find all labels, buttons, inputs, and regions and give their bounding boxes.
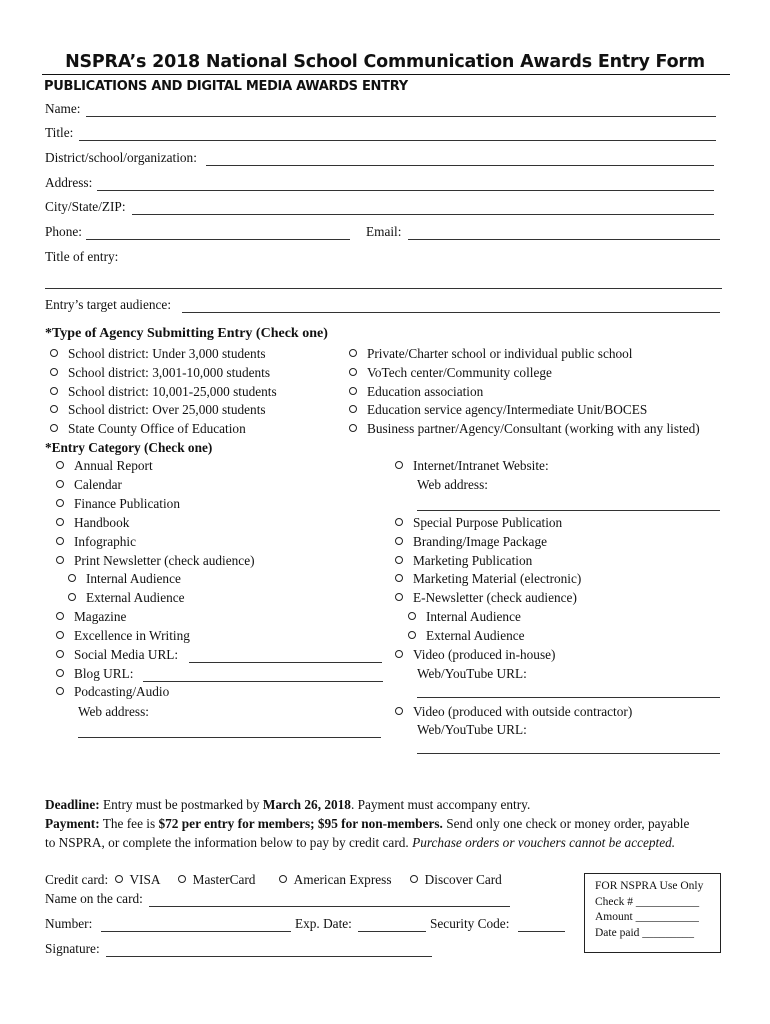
radio-circle-icon[interactable] — [50, 405, 58, 413]
radio-circle-icon[interactable] — [50, 387, 58, 395]
social-url-field[interactable] — [189, 662, 382, 663]
category-option[interactable]: Internet/Intranet Website: — [395, 458, 549, 474]
agency-option[interactable]: Private/Charter school or individual public school — [349, 346, 633, 362]
podcast-url-field[interactable] — [78, 737, 381, 738]
category-option[interactable]: Handbook — [56, 515, 129, 531]
radio-circle-icon[interactable] — [349, 387, 357, 395]
card-name-label: Name on the card: — [45, 891, 143, 906]
radio-circle-icon[interactable] — [395, 461, 403, 469]
radio-circle-icon[interactable] — [408, 631, 416, 639]
agency-heading: *Type of Agency Submitting Entry (Check one) — [45, 326, 328, 341]
name-field[interactable] — [86, 116, 716, 117]
youtube-url-field[interactable] — [417, 753, 720, 754]
radio-circle-icon[interactable] — [56, 650, 64, 658]
exp-field[interactable] — [358, 931, 426, 932]
radio-circle-icon[interactable] — [56, 669, 64, 677]
radio-circle-icon[interactable] — [395, 650, 403, 658]
radio-circle-icon[interactable] — [395, 518, 403, 526]
audience-option[interactable]: Internal Audience — [408, 609, 521, 625]
agency-option[interactable]: School district: Over 25,000 students — [50, 402, 266, 418]
audience-option[interactable]: Internal Audience — [68, 571, 181, 587]
category-option[interactable]: Special Purpose Publication — [395, 515, 562, 531]
radio-circle-icon[interactable] — [349, 349, 357, 357]
radio-circle-icon[interactable] — [349, 405, 357, 413]
district-label: District/school/organization: — [45, 150, 197, 165]
office-use-box — [584, 873, 721, 953]
card-number-field[interactable] — [101, 931, 291, 932]
entry-title-field[interactable] — [45, 288, 722, 289]
radio-circle-icon[interactable] — [56, 537, 64, 545]
category-option[interactable]: Annual Report — [56, 458, 153, 474]
radio-circle-icon[interactable] — [279, 875, 287, 883]
radio-circle-icon[interactable] — [56, 556, 64, 564]
radio-circle-icon[interactable] — [349, 368, 357, 376]
phone-field[interactable] — [86, 239, 350, 240]
agency-option[interactable]: Education association — [349, 384, 483, 400]
radio-circle-icon[interactable] — [395, 593, 403, 601]
email-field[interactable] — [408, 239, 720, 240]
agency-option[interactable]: Business partner/Agency/Consultant (working with any listed) — [349, 421, 700, 437]
office-check: Check # ___________ — [595, 896, 700, 908]
category-option[interactable]: Social Media URL: — [56, 647, 178, 663]
audience-option[interactable]: External Audience — [408, 628, 525, 644]
signature-field[interactable] — [106, 956, 432, 957]
radio-circle-icon[interactable] — [56, 480, 64, 488]
agency-option[interactable]: State County Office of Education — [50, 421, 246, 437]
security-label: Security Code: — [430, 916, 510, 931]
youtube-label: Web/YouTube URL: — [417, 666, 527, 681]
radio-circle-icon[interactable] — [395, 574, 403, 582]
web-address-label: Web address: — [417, 477, 488, 492]
security-field[interactable] — [518, 931, 565, 932]
radio-circle-icon[interactable] — [395, 556, 403, 564]
web-address-label: Web address: — [78, 704, 149, 719]
agency-option[interactable]: School district: 10,001-25,000 students — [50, 384, 277, 400]
audience-label: Entry’s target audience: — [45, 297, 172, 312]
exp-label: Exp. Date: — [295, 916, 352, 931]
radio-circle-icon[interactable] — [56, 631, 64, 639]
blog-url-field[interactable] — [143, 681, 383, 682]
category-option[interactable]: Marketing Material (electronic) — [395, 571, 581, 587]
radio-circle-icon[interactable] — [56, 518, 64, 526]
category-option[interactable]: E-Newsletter (check audience) — [395, 590, 577, 606]
audience-field[interactable] — [182, 312, 720, 313]
category-option[interactable]: Branding/Image Package — [395, 534, 547, 550]
radio-circle-icon[interactable] — [56, 461, 64, 469]
youtube-url-field[interactable] — [417, 697, 720, 698]
radio-circle-icon[interactable] — [410, 875, 418, 883]
category-option[interactable]: Podcasting/Audio — [56, 684, 169, 700]
radio-circle-icon[interactable] — [349, 424, 357, 432]
radio-circle-icon[interactable] — [395, 707, 403, 715]
radio-circle-icon[interactable] — [50, 424, 58, 432]
office-amount: Amount ___________ — [595, 911, 699, 923]
radio-circle-icon[interactable] — [56, 612, 64, 620]
category-option[interactable]: Magazine — [56, 609, 126, 625]
payment-text: Payment: The fee is $72 per entry for members; $95 for non-members. Send only one check or money order, payable — [45, 816, 690, 831]
title-label: Title: — [45, 125, 74, 140]
radio-circle-icon[interactable] — [56, 499, 64, 507]
radio-circle-icon[interactable] — [115, 875, 123, 883]
youtube-label: Web/YouTube URL: — [417, 722, 527, 737]
deadline-text: Deadline: Entry must be postmarked by March 26, 2018. Payment must accompany entry. — [45, 797, 531, 812]
radio-circle-icon[interactable] — [56, 687, 64, 695]
category-option[interactable]: Infographic — [56, 534, 136, 550]
name-label: Name: — [45, 101, 81, 116]
signature-label: Signature: — [45, 941, 100, 956]
radio-circle-icon[interactable] — [408, 612, 416, 620]
address-field[interactable] — [97, 190, 714, 191]
radio-circle-icon[interactable] — [68, 593, 76, 601]
city-label: City/State/ZIP: — [45, 199, 126, 214]
address-label: Address: — [45, 175, 93, 190]
page-title: NSPRA’s 2018 National School Communication Awards Entry Form — [65, 52, 705, 72]
entry-title-label: Title of entry: — [45, 249, 119, 264]
audience-option[interactable]: External Audience — [68, 590, 185, 606]
category-option[interactable]: Marketing Publication — [395, 553, 532, 569]
agency-option[interactable]: School district: Under 3,000 students — [50, 346, 266, 362]
radio-circle-icon[interactable] — [50, 349, 58, 357]
payment-text-line2: to NSPRA, or complete the information below to pay by credit card. Purchase orders or vouchers cannot be accepted. — [45, 835, 676, 850]
category-option[interactable]: Excellence in Writing — [56, 628, 190, 644]
office-use-title: FOR NSPRA Use Only — [595, 880, 704, 892]
category-option[interactable]: Video (produced in-house) — [395, 647, 555, 663]
card-name-field[interactable] — [149, 906, 510, 907]
category-option[interactable]: Blog URL: — [56, 666, 133, 682]
office-date-paid: Date paid _________ — [595, 927, 695, 939]
city-field[interactable] — [132, 214, 714, 215]
email-label: Email: — [366, 224, 402, 239]
radio-circle-icon[interactable] — [395, 537, 403, 545]
radio-circle-icon[interactable] — [50, 368, 58, 376]
category-option[interactable]: Calendar — [56, 477, 122, 493]
phone-label: Phone: — [45, 224, 82, 239]
section-subtitle: PUBLICATIONS AND DIGITAL MEDIA AWARDS ENTRY — [44, 79, 408, 94]
category-heading: *Entry Category (Check one) — [45, 440, 213, 455]
card-number-label: Number: — [45, 916, 93, 931]
category-option[interactable]: Video (produced with outside contractor) — [395, 704, 632, 720]
district-field[interactable] — [206, 165, 714, 166]
agency-option[interactable]: Education service agency/Intermediate Unit/BOCES — [349, 402, 647, 418]
category-option[interactable]: Print Newsletter (check audience) — [56, 553, 255, 569]
website-url-field[interactable] — [417, 510, 720, 511]
title-field[interactable] — [79, 140, 716, 141]
card-option[interactable]: MasterCard — [178, 872, 255, 888]
card-option[interactable]: American Express — [279, 872, 392, 888]
radio-circle-icon[interactable] — [178, 875, 186, 883]
agency-option[interactable]: School district: 3,001-10,000 students — [50, 365, 270, 381]
category-option[interactable]: Finance Publication — [56, 496, 180, 512]
title-divider — [42, 74, 730, 75]
credit-card-row: Credit card: VISA — [45, 872, 161, 887]
agency-option[interactable]: VoTech center/Community college — [349, 365, 552, 381]
radio-circle-icon[interactable] — [68, 574, 76, 582]
card-option[interactable]: Discover Card — [410, 872, 502, 888]
